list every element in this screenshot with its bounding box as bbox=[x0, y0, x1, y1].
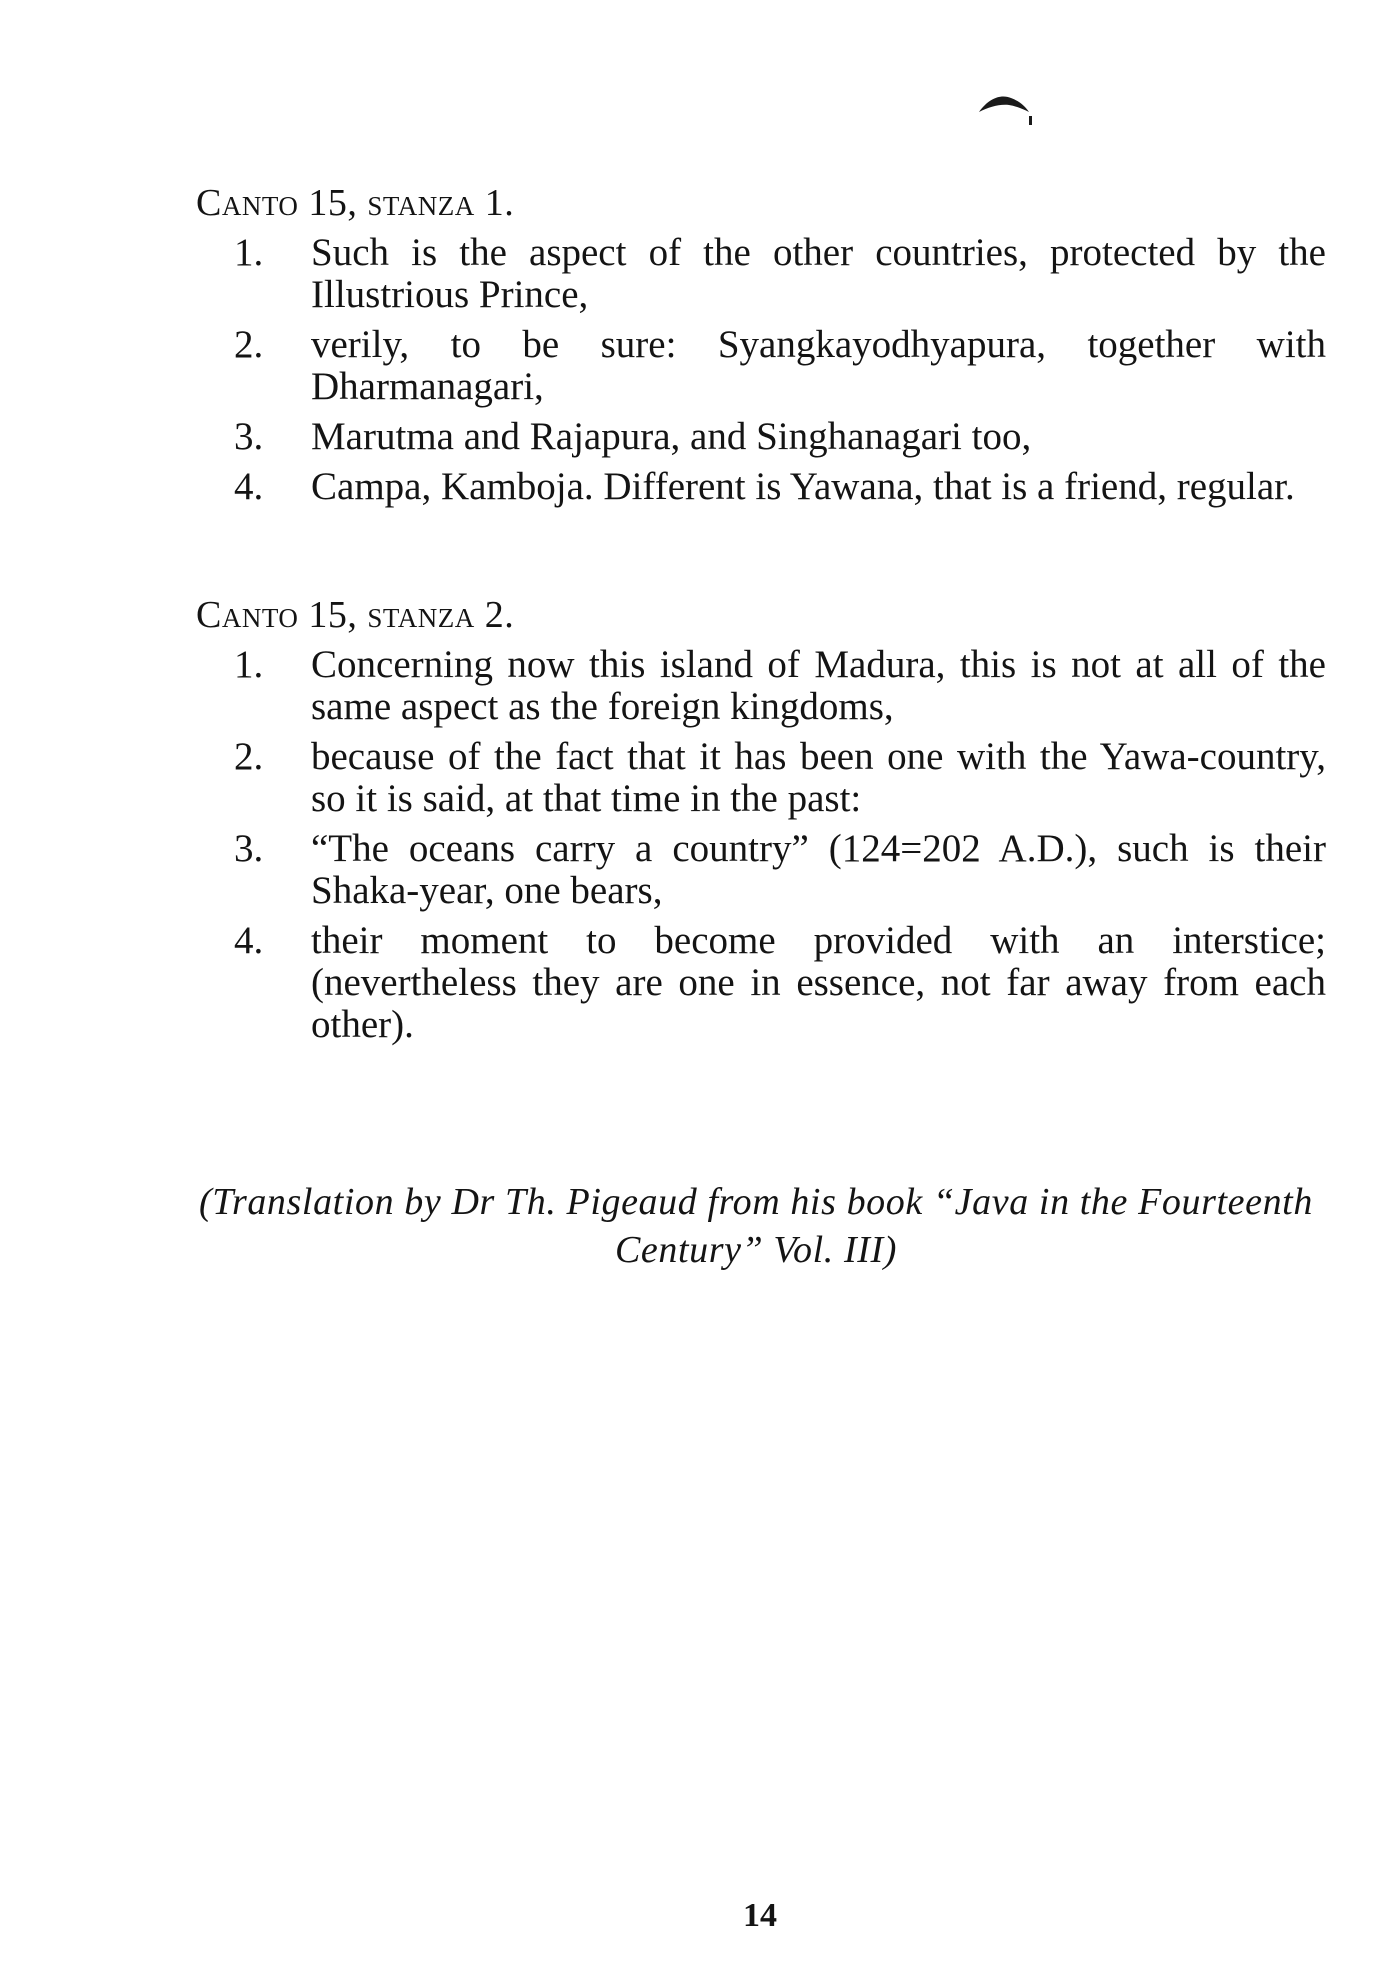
line-number: 3. bbox=[234, 827, 264, 870]
line-number: 3. bbox=[234, 415, 264, 458]
heading-canto-number: 15, bbox=[308, 182, 358, 224]
stanza-line bbox=[196, 416, 1326, 458]
line-number: 1. bbox=[234, 231, 264, 274]
line-text: Campa, Kamboja. Different is Yawana, that is a friend, regular. bbox=[311, 465, 1295, 508]
ink-blot-mark bbox=[975, 82, 1035, 132]
line-text: Concerning now this island of Madura, this is not at all of the same aspect as the foreign kingdoms, bbox=[311, 643, 1326, 728]
stanza-line bbox=[196, 920, 1326, 1046]
canto-15-stanza-2 bbox=[196, 592, 1326, 1054]
heading-stanza-number: 1. bbox=[484, 182, 515, 224]
line-number: 2. bbox=[234, 735, 264, 778]
page-number: 14 bbox=[743, 1897, 777, 1934]
heading-stanza-word: stanza bbox=[367, 594, 475, 636]
line-number: 4. bbox=[234, 465, 264, 508]
stanza-lines bbox=[196, 644, 1326, 1046]
line-text: because of the fact that it has been one with the Yawa-country, so it is said, at that time in the past: bbox=[311, 735, 1326, 820]
stanza-line bbox=[196, 828, 1326, 912]
stanza-heading bbox=[196, 180, 1326, 226]
translation-credit: (Translation by Dr Th. Pigeaud from his book “Java in the Fourteenth Century” Vol. III) bbox=[199, 1181, 1313, 1271]
line-text: “The oceans carry a country” (124=202 A.D.), such is their Shaka-year, one bears, bbox=[311, 827, 1326, 912]
line-text: Marutma and Rajapura, and Singhanagari too, bbox=[311, 415, 1032, 458]
heading-canto-number: 15, bbox=[308, 594, 358, 636]
stanza-line bbox=[196, 232, 1326, 316]
line-number: 2. bbox=[234, 323, 264, 366]
stanza-line bbox=[196, 466, 1326, 508]
stanza-line bbox=[196, 324, 1326, 408]
line-number: 4. bbox=[234, 919, 264, 962]
line-number: 1. bbox=[234, 643, 264, 686]
heading-stanza-number: 2. bbox=[484, 594, 515, 636]
stanza-lines bbox=[196, 232, 1326, 508]
stanza-heading bbox=[196, 592, 1326, 638]
heading-stanza-word: stanza bbox=[367, 182, 475, 224]
line-text: their moment to become provided with an interstice; (nevertheless they are one in essence, not far away from each other). bbox=[311, 919, 1326, 1046]
heading-canto-word: Canto bbox=[196, 594, 299, 636]
heading-canto-word: Canto bbox=[196, 182, 299, 224]
stanza-line bbox=[196, 644, 1326, 728]
line-text: Such is the aspect of the other countries, protected by the Illustrious Prince, bbox=[311, 231, 1326, 316]
stanza-line bbox=[196, 736, 1326, 820]
line-text: verily, to be sure: Syangkayodhyapura, together with Dharmanagari, bbox=[311, 323, 1326, 408]
canto-15-stanza-1 bbox=[196, 180, 1326, 516]
